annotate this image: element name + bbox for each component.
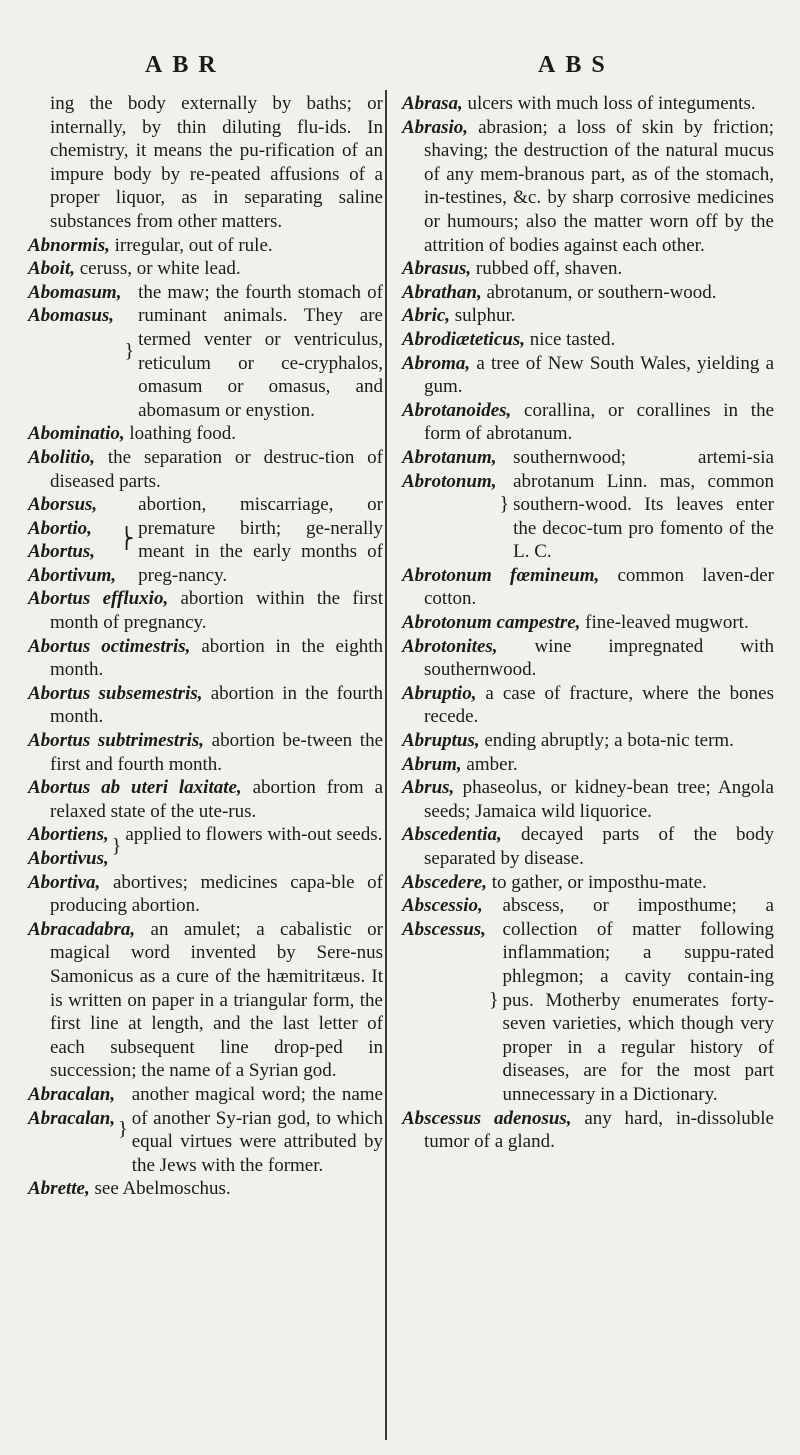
entry-definition: applied to flowers with-out seeds. bbox=[125, 824, 383, 846]
dictionary-entry bbox=[28, 422, 383, 446]
dictionary-entry bbox=[28, 871, 383, 918]
dictionary-entry bbox=[402, 281, 774, 305]
entry-definition: sulphur. bbox=[450, 305, 516, 327]
entry-headword: Abrasa, bbox=[402, 93, 463, 114]
entry-definition: nice tasted. bbox=[524, 328, 616, 350]
dictionary-entry bbox=[402, 635, 774, 682]
entry-headword: Abortivus, bbox=[28, 848, 109, 869]
entry-headword: Abrus, bbox=[402, 777, 455, 799]
bracketed-entry-group bbox=[402, 446, 774, 564]
dictionary-entry bbox=[402, 328, 774, 352]
bracket-brace: } bbox=[488, 988, 499, 1011]
entry-definition: a tree of New South Wales, yielding a gum. bbox=[424, 352, 774, 398]
entry-definition: southernwood; artemi-sia abrotanum Linn. mas, common southern-wood. Its leaves enter the decoc-tum pro fomento of the L. C. bbox=[513, 446, 774, 563]
entry-headword: Abrotonum campestre, bbox=[402, 612, 581, 634]
entry-headword: Abruptus, bbox=[402, 730, 480, 752]
dictionary-entry bbox=[28, 587, 383, 634]
entry-headword: Abortus ab uteri laxitate, bbox=[28, 777, 242, 799]
dictionary-entry bbox=[402, 729, 774, 753]
grouped-headwords bbox=[28, 281, 121, 423]
entry-definition: abortion be-tween the first and fourth month. bbox=[50, 730, 384, 775]
dictionary-entry bbox=[402, 611, 774, 635]
bracketed-entry-group bbox=[28, 1083, 383, 1177]
entry-definition: another magical word; the name of another Sy-rian god, to which equal virtues were attributed by the Jews with the former. bbox=[131, 1083, 383, 1176]
entry-definition: loathing food. bbox=[124, 423, 236, 445]
dictionary-entry bbox=[28, 776, 383, 823]
entry-headword: Abortus subtrimestris, bbox=[28, 730, 205, 752]
entry-headword: Abrasus, bbox=[402, 258, 472, 280]
dictionary-entry bbox=[28, 1177, 383, 1201]
grouped-headwords bbox=[28, 1083, 115, 1177]
dictionary-entry bbox=[402, 776, 774, 823]
entry-headword: Abrodiæteticus, bbox=[402, 328, 525, 350]
dictionary-entry bbox=[402, 257, 774, 281]
column-divider bbox=[385, 90, 387, 1440]
entry-headword: Abscedentia, bbox=[402, 824, 502, 846]
entry-headword: Abortus, bbox=[28, 541, 96, 563]
entry-definition: any hard, in-dissoluble tumor of a gland. bbox=[424, 1107, 774, 1153]
dictionary-entry bbox=[28, 234, 383, 258]
entry-headword: Abric, bbox=[402, 305, 451, 327]
bracketed-entry-group bbox=[28, 823, 383, 870]
entry-definition: abrotanum, or southern-wood. bbox=[481, 281, 717, 303]
entry-headword: Aborsus, bbox=[28, 494, 98, 516]
entry-headword: Abscessio, bbox=[402, 895, 483, 917]
dictionary-entry bbox=[402, 823, 774, 870]
entry-definition: corallina, or corallines in the form of abrotanum. bbox=[424, 399, 774, 445]
entry-headword: Abrasio, bbox=[402, 116, 468, 138]
entry-definition: abrasion; a loss of skin by friction; shaving; the destruction of the natural mucus of any mem-branous part, as of the stomach, in-testines, &c. by sharp corrosive medicines or humours; also the matter worn off by the attrition of bodies against each other. bbox=[424, 116, 774, 256]
entry-definition: decayed parts of the body separated by disease. bbox=[424, 824, 774, 869]
continued-text: ing the body externally by baths; or internally, by thin diluting flu-ids. In chemistry, it means the pu-rification of an impure body by re-peated affusions of a proper liquor, as in separating saline substances from other matters. bbox=[50, 93, 383, 232]
entry-headword: Abscessus adenosus, bbox=[402, 1107, 572, 1129]
bracket-brace: } bbox=[118, 1118, 128, 1141]
dictionary-entry bbox=[402, 1107, 774, 1154]
dictionary-entry bbox=[28, 635, 383, 682]
running-head-left: ABR bbox=[145, 52, 226, 78]
entry-definition: the separation or destruc-tion of diseased parts. bbox=[50, 446, 383, 492]
dictionary-entry bbox=[28, 918, 383, 1083]
entry-headword: Abrum, bbox=[402, 753, 462, 775]
grouped-headwords bbox=[28, 493, 116, 587]
left-column bbox=[28, 92, 383, 1201]
bracketed-entry-group bbox=[28, 281, 383, 423]
entry-headword: Abrotonites, bbox=[402, 635, 498, 657]
entry-definition: fine-leaved mugwort. bbox=[580, 612, 749, 634]
bracketed-entry-group bbox=[28, 493, 383, 587]
entry-definition: common laven-der cotton. bbox=[424, 564, 774, 610]
dictionary-entry bbox=[402, 352, 774, 399]
entry-definition: phaseolus, or kidney-bean tree; Angola seeds; Jamaica wild liquorice. bbox=[424, 777, 774, 822]
entry-definition: to gather, or imposthu-mate. bbox=[486, 871, 707, 893]
entry-headword: Abortus effluxio, bbox=[28, 588, 169, 610]
bracket-brace: ⎬ bbox=[119, 528, 135, 551]
entry-definition: see Abelmoschus. bbox=[89, 1178, 231, 1200]
entry-headword: Abrotonum fœmineum, bbox=[402, 564, 600, 586]
entry-headword: Abortiva, bbox=[28, 871, 101, 893]
entry-definition: a case of fracture, where the bones recede. bbox=[424, 682, 774, 728]
entry-headword: Abrotonum, bbox=[402, 470, 497, 492]
entry-headword: Abortio, bbox=[28, 517, 92, 539]
entry-headword: Abscedere, bbox=[402, 871, 487, 893]
entry-headword: Abscessus, bbox=[402, 918, 486, 940]
entry-definition: an amulet; a cabalistic or magical word invented by Sere-nus Samonicus as a cure of the hæmitritæus. It is written on paper in a triangular form, the first line at length, and the last letter of each subsequent line drop-ped in succession; the name of a Syrian god. bbox=[50, 918, 383, 1082]
entry-definition: wine impregnated with southernwood. bbox=[424, 635, 774, 681]
entry-headword: Abrathan, bbox=[402, 281, 482, 303]
entry-headword: Abrotanoides, bbox=[402, 399, 512, 421]
entry-headword: Abortus octimestris, bbox=[28, 635, 191, 657]
dictionary-entry bbox=[28, 257, 383, 281]
entry-headword: Abrotanum, bbox=[402, 446, 497, 468]
bracket-brace: } bbox=[124, 339, 135, 362]
entry-headword: Abortiens, bbox=[28, 824, 109, 846]
grouped-headwords bbox=[402, 446, 497, 564]
dictionary-entry bbox=[402, 753, 774, 777]
entry-headword: Abracalan, bbox=[28, 1083, 116, 1105]
entry-definition: ending abruptly; a bota-nic term. bbox=[479, 730, 734, 752]
entry-definition: abortion, miscarriage, or premature birth; ge-nerally meant in the early months of preg-nancy. bbox=[138, 494, 383, 586]
entry-definition: abortives; medicines capa-ble of producing abortion. bbox=[50, 871, 383, 917]
entry-definition: rubbed off, shaven. bbox=[471, 258, 623, 280]
entry-headword: Abominatio, bbox=[28, 423, 125, 445]
bracket-brace: } bbox=[111, 835, 122, 858]
dictionary-entry bbox=[402, 564, 774, 611]
dictionary-entry bbox=[402, 116, 774, 258]
entry-headword: Aboit, bbox=[28, 258, 75, 280]
dictionary-entry bbox=[402, 682, 774, 729]
entry-definition: abortion from a relaxed state of the ute-rus. bbox=[50, 777, 383, 822]
grouped-headwords bbox=[402, 894, 486, 1106]
dictionary-entry bbox=[402, 304, 774, 328]
dictionary-entry bbox=[28, 446, 383, 493]
dictionary-entry bbox=[28, 682, 383, 729]
dictionary-entry bbox=[28, 729, 383, 776]
running-head-right: ABS bbox=[538, 52, 615, 78]
entry-headword: Abroma, bbox=[402, 352, 471, 374]
grouped-headwords bbox=[28, 823, 109, 870]
entry-definition: amber. bbox=[461, 753, 518, 775]
dictionary-entry bbox=[402, 399, 774, 446]
entry-headword: Abracadabra, bbox=[28, 918, 136, 940]
entry-headword: Abracalan, bbox=[28, 1107, 116, 1129]
dictionary-entry bbox=[402, 871, 774, 895]
entry-headword: Abrette, bbox=[28, 1178, 90, 1200]
dictionary-entry bbox=[402, 92, 774, 116]
entry-definition: ulcers with much loss of integuments. bbox=[462, 93, 756, 114]
entry-headword: Abolitio, bbox=[28, 446, 96, 468]
entry-definition: abortion in the eighth month. bbox=[50, 635, 383, 681]
bracket-brace: } bbox=[499, 493, 510, 516]
entry-definition: abortion in the fourth month. bbox=[50, 682, 384, 728]
right-column bbox=[402, 92, 774, 1154]
entry-headword: Abortivum, bbox=[28, 564, 117, 586]
bracketed-entry-group bbox=[402, 894, 774, 1106]
entry-headword: Abomasum, bbox=[28, 281, 122, 303]
entry-definition: irregular, out of rule. bbox=[109, 234, 273, 256]
entry-definition: ceruss, or white lead. bbox=[74, 258, 241, 280]
entry-headword: Abortus subsemestris, bbox=[28, 682, 203, 704]
entry-headword: Abomasus, bbox=[28, 305, 115, 327]
entry-definition: abscess, or imposthume; a collection of matter following inflammation; a suppu-rated phlegmon; a cavity contain-ing pus. Motherby enumerates forty-seven varieties, which though very proper in a regular history of diseases, are for the most part unnecessary in a Dictionary. bbox=[502, 895, 774, 1105]
entry-definition: abortion within the first month of pregnancy. bbox=[50, 588, 383, 634]
entry-definition: the maw; the fourth stomach of ruminant animals. They are termed venter or ventriculus, reticulum or ce-cryphalos, omasum or omasus, and abomasum or enystion. bbox=[138, 281, 383, 421]
entry-headword: Abruptio, bbox=[402, 682, 477, 704]
entry-headword: Abnormis, bbox=[28, 234, 110, 256]
